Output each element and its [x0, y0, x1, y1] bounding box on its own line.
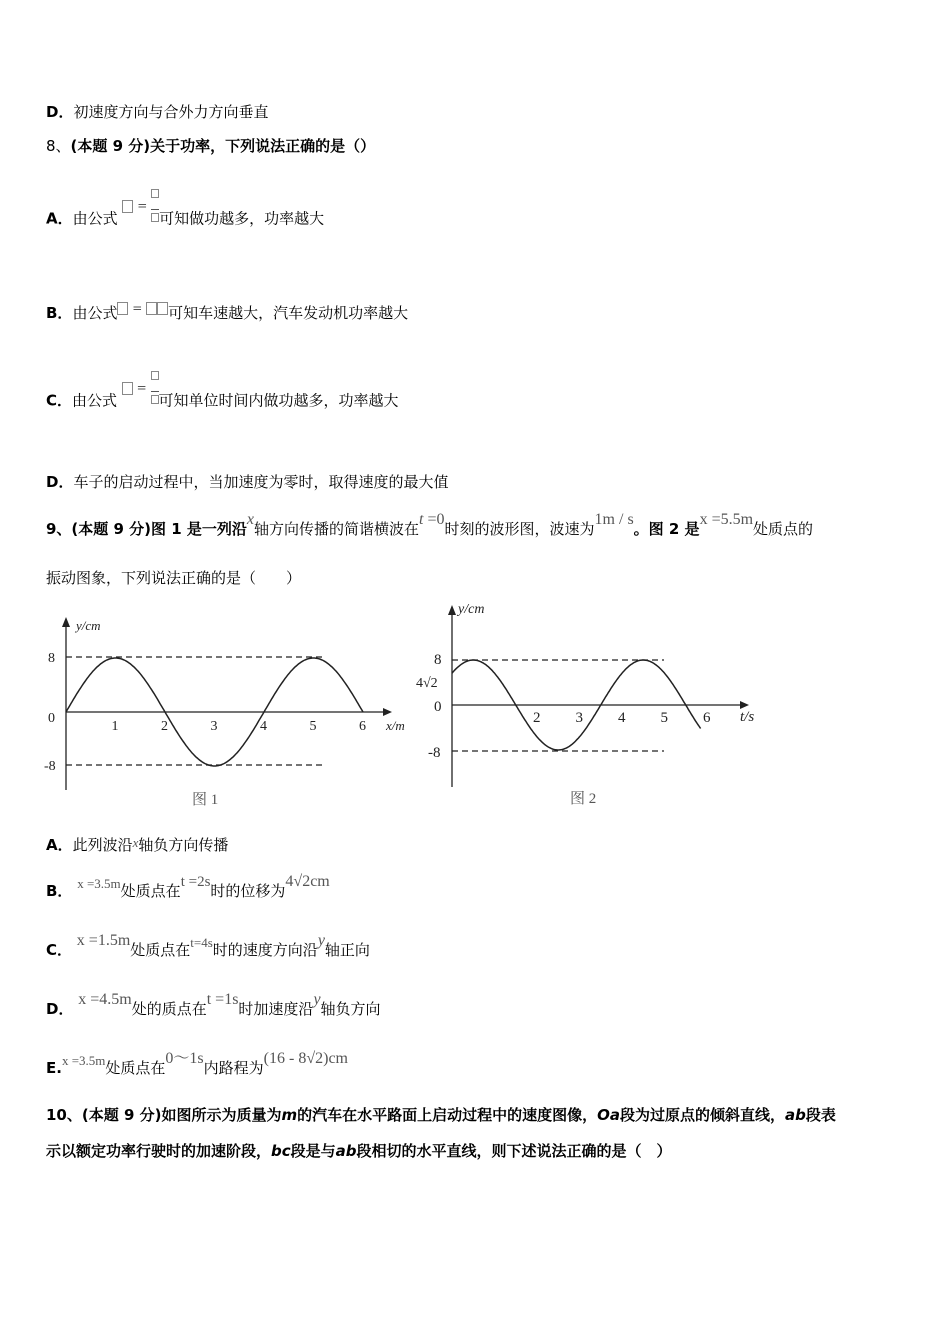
option-letter: A．	[46, 209, 73, 228]
option-post: 可知单位时间内做功越多，功率越大	[158, 391, 399, 410]
question-text: 的汽车在水平路面上启动过程中的速度图像，	[297, 1106, 598, 1124]
fig1-ylabel: y/cm	[76, 618, 101, 633]
question-text: 时刻的波形图，波速为	[444, 520, 595, 538]
fig1-ytick-neg: -8	[44, 759, 56, 774]
math-speed: 1m / s	[594, 511, 634, 528]
fig1-xtick-4: 4	[260, 719, 267, 734]
formula-p-fv	[117, 302, 168, 315]
math-position: x =4.5m	[78, 991, 132, 1008]
math-bc: bc	[271, 1142, 291, 1160]
option-text: 内路程为	[203, 1059, 264, 1077]
option-pre: 由公式	[72, 209, 118, 228]
option-text: 车子的启动过程中，当加速度为零时，取得速度的最大值	[73, 473, 449, 491]
option-text: 处质点在	[120, 882, 181, 900]
fig1-xtick-3: 3	[210, 719, 218, 734]
q10-line1	[46, 1105, 836, 1125]
fig1-y-arrow	[62, 617, 70, 627]
option-text: 时的速度方向沿	[212, 941, 318, 959]
fig2-y-arrow	[448, 605, 456, 615]
option-text: 轴负方向传播	[138, 836, 229, 854]
math-oa: Oa	[597, 1106, 620, 1124]
formula-symbol	[146, 302, 157, 315]
option-letter: A．	[46, 836, 73, 854]
fig2-xtick-6: 6	[703, 710, 711, 726]
fig1-xlabel: x/m	[386, 718, 405, 733]
math-y: y	[317, 932, 325, 949]
option-letter: C．	[46, 391, 73, 410]
fig1-ytick-zero: 0	[48, 711, 55, 726]
fig1-x-arrow	[383, 708, 392, 716]
math-t0: t =0	[419, 511, 445, 528]
q9-option-e	[46, 1050, 348, 1079]
math-value: (16 - 8√2)cm	[263, 1050, 348, 1067]
question-text: 。图 2 是	[633, 520, 700, 538]
fig1-xtick-6: 6	[359, 719, 366, 734]
formula-symbol	[157, 302, 168, 315]
formula-symbol	[117, 302, 128, 315]
eq-sign: =	[137, 198, 148, 213]
option-text: 轴正向	[324, 941, 370, 959]
question-text: (本题 9 分)关于功率，下列说法正确的是（）	[70, 137, 376, 155]
formula-symbol	[122, 382, 133, 395]
option-letter: D．	[46, 103, 74, 121]
fig2-xtick-4: 4	[618, 710, 626, 726]
formula-symbol	[151, 189, 159, 198]
question-text: 段表	[805, 1106, 836, 1124]
q9-option-c	[46, 932, 370, 961]
math-y: y	[313, 991, 321, 1008]
fig1-ytick-pos: 8	[48, 651, 55, 666]
math-x55: x =5.5m	[699, 511, 754, 528]
option-post: 可知做功越多，功率越大	[159, 209, 325, 228]
fig2-xtick-2: 2	[533, 710, 541, 726]
fig2-ytick-neg: -8	[428, 745, 441, 761]
q9-option-d	[46, 991, 381, 1020]
option-letter: D．	[46, 473, 74, 491]
q8-option-a	[46, 198, 325, 238]
math-ab: ab	[785, 1106, 806, 1124]
option-letter: B．	[46, 304, 73, 322]
option-letter: E.	[46, 1059, 62, 1077]
fig2-xtick-5: 5	[660, 710, 668, 726]
fig2-xtick-3: 3	[575, 710, 583, 726]
option-text: 轴负方向	[320, 1000, 381, 1018]
question-text: 段为过原点的倾斜直线，	[620, 1106, 786, 1124]
math-m: m	[281, 1106, 298, 1124]
q8-header	[46, 136, 375, 156]
fig2-x-arrow	[740, 701, 749, 709]
q9-option-b	[46, 873, 330, 902]
fig1-caption: 图 1	[192, 792, 219, 808]
figure-1-wave	[40, 612, 430, 817]
formula-symbol	[151, 395, 159, 404]
question-number: 8、	[46, 137, 71, 155]
math-position: x =3.5m	[61, 1053, 106, 1068]
fig2-caption: 图 2	[570, 791, 597, 807]
option-text: 处质点在	[130, 941, 191, 959]
fig2-xlabel: t/s	[740, 709, 755, 725]
q8-option-d	[46, 472, 448, 492]
figure-2-vibration	[412, 597, 772, 817]
fig2-ylabel: y/cm	[458, 602, 485, 617]
option-letter: C．	[46, 941, 73, 959]
option-letter: B．	[46, 882, 73, 900]
question-text: 示以额定功率行驶时的加速阶段，	[46, 1142, 272, 1160]
math-interval: 0～1s	[165, 1050, 204, 1067]
formula-p-w-over-t	[122, 370, 159, 406]
math-position: x =3.5m	[77, 876, 121, 891]
option-text: 处的质点在	[131, 1000, 207, 1018]
formula-symbol	[122, 200, 133, 213]
math-x: x	[246, 511, 255, 528]
option-pre: 由公式	[72, 304, 118, 322]
question-text: 处质点的	[753, 520, 814, 538]
math-x: x	[132, 835, 139, 850]
option-pre: 由公式	[72, 391, 118, 410]
q8-option-b	[46, 303, 408, 323]
math-value: 4√2cm	[285, 873, 330, 890]
math-position: x =1.5m	[76, 932, 131, 949]
option-text: 此列波沿	[72, 836, 133, 854]
math-time: t=4s	[190, 935, 213, 950]
question-text: 振动图象，下列说法正确的是（ ）	[46, 569, 302, 587]
question-text: 段是与	[290, 1142, 336, 1160]
q7-option-d	[46, 102, 268, 122]
math-time: t =1s	[206, 991, 239, 1008]
option-text: 时的位移为	[210, 882, 286, 900]
fig2-ytick-zero: 0	[434, 699, 442, 715]
q9-option-a	[46, 835, 228, 856]
option-text: 时加速度沿	[238, 1000, 314, 1018]
question-text: 轴方向传播的简谐横波在	[254, 520, 420, 538]
question-text: 段相切的水平直线，则下述说法正确的是（ ）	[356, 1142, 672, 1160]
eq-sign: =	[132, 301, 143, 315]
fig1-xtick-5: 5	[309, 719, 317, 734]
fig2-ytick-mid: 4√2	[416, 676, 438, 691]
option-letter: D．	[46, 1000, 74, 1018]
math-time: t =2s	[180, 874, 211, 890]
formula-symbol	[151, 371, 159, 380]
formula-p-w-over-t	[122, 188, 159, 224]
option-text: 处质点在	[105, 1059, 166, 1077]
fig1-xtick-2: 2	[161, 719, 168, 734]
q9-header-line2	[46, 568, 301, 588]
option-post: 可知车速越大，汽车发动机功率越大	[168, 304, 409, 322]
eq-sign: =	[136, 380, 147, 395]
q9-header	[46, 511, 814, 540]
q10-line2	[46, 1141, 672, 1161]
question-text: 10、(本题 9 分)如图所示为质量为	[46, 1106, 282, 1124]
question-text: 9、(本题 9 分)图 1 是一列沿	[46, 520, 247, 538]
fig1-xtick-1: 1	[111, 719, 119, 734]
q8-option-c	[46, 380, 399, 420]
math-ab: ab	[335, 1142, 357, 1160]
fig2-ytick-pos: 8	[434, 652, 442, 668]
option-text: 初速度方向与合外力方向垂直	[73, 103, 269, 121]
formula-symbol	[151, 213, 159, 222]
